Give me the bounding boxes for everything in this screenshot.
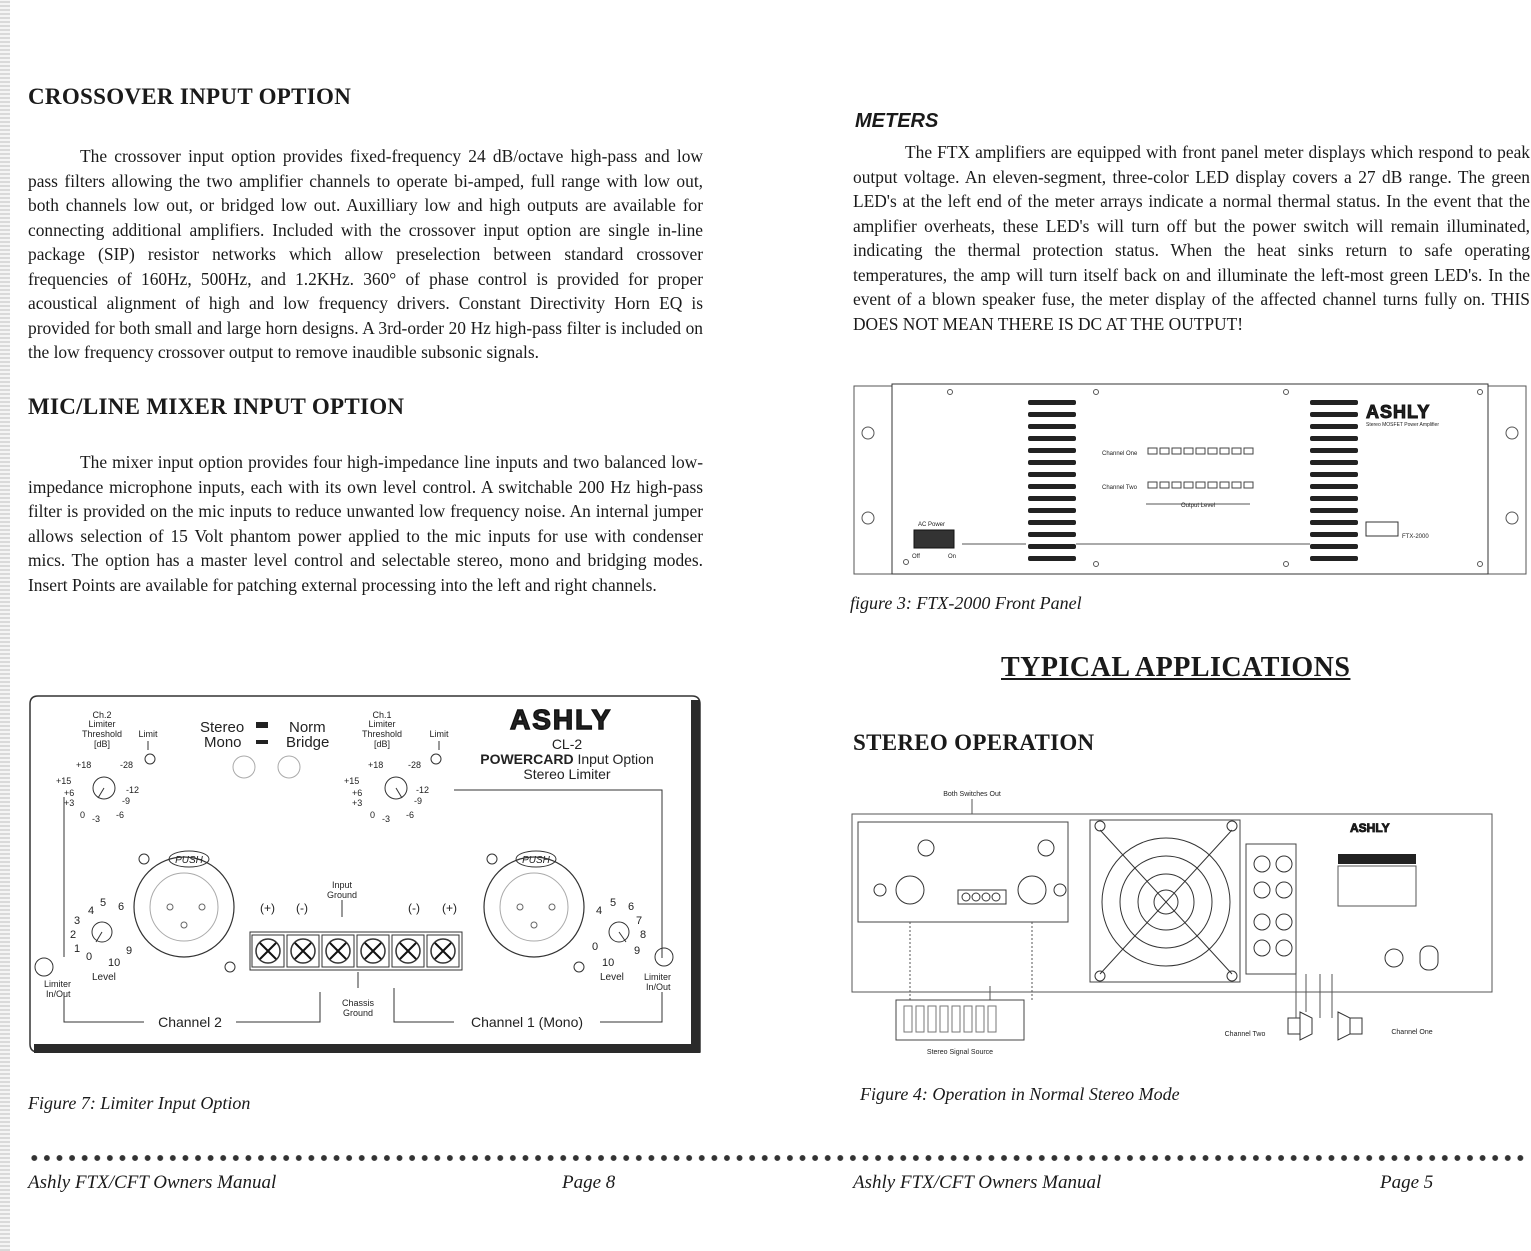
ch1-level-label: Level: [600, 972, 624, 983]
both-switches-out-label: Both Switches Out: [943, 791, 1001, 798]
ch1-level-tick: 7: [636, 915, 643, 927]
ch2-thr-tick: +18: [76, 760, 92, 770]
ch2-level-tick: 5: [100, 897, 107, 909]
ac-power-switch: [914, 530, 954, 548]
limiter-panel-diagram: [24, 692, 704, 1060]
ch2-push-label: PUSH: [175, 855, 203, 866]
ch2-level-tick: 3: [74, 915, 81, 927]
ac-power-label: AC Power: [918, 522, 946, 528]
ch1-thr-tick: +6: [352, 788, 363, 798]
ch1-push-label: PUSH: [522, 855, 550, 866]
ch1-level-tick: 5: [610, 897, 617, 909]
ch1-level-tick: 4: [596, 905, 603, 917]
crossover-body: The crossover input option provides fixed-frequency 24 dB/octave high-pass and low pass filters allowing the two amplifier channels to operate bi-amped, full range with low out, both channels low out, or bridged low out. Auxilliary low and high outputs are available for connecting additional amplifiers. Included with the crossover input option are single in-line package (SIP) resistor networks which allow preselection between standard crossover frequencies of 160Hz, 500Hz, and 1.2KHz. 360° of phase control is provided for proper acoustical alignment of high and low frequency drivers. Constant Directivity Horn EQ is provided for both small and large horn designs. A 3rd-order 20 Hz high-pass filter is included on the low frequency crossover output to remove inaudible subsonic signals.: [28, 146, 703, 362]
typical-applications-heading: TYPICAL APPLICATIONS: [1001, 652, 1351, 683]
ch1-thr-tick: +3: [352, 798, 363, 808]
ftx-model-label: FTX-2000: [1402, 534, 1429, 540]
ch1-level-tick: 10: [602, 957, 615, 969]
ch2-minus-label: (-): [296, 901, 308, 915]
figure3-caption: figure 3: FTX-2000 Front Panel: [850, 593, 1082, 613]
rear-ashly-logo: ASHLY: [1350, 821, 1390, 835]
ch2-thr-tick: -9: [122, 796, 131, 806]
ch2-thr-tick: -3: [92, 814, 101, 824]
speaker-channel-one: [1350, 1018, 1362, 1034]
ch1-thr-tick: +18: [368, 760, 384, 770]
channel2-label: Channel 2: [158, 1014, 222, 1030]
footer-dotted-rule: [28, 1153, 1528, 1163]
figure7-caption: Figure 7: Limiter Input Option: [28, 1093, 251, 1113]
cl2-model: CL-2: [551, 736, 583, 752]
ch2-level-tick: 0: [86, 951, 93, 963]
ch1-thr-tick: -6: [406, 810, 415, 820]
channel-one-speaker-label: Channel One: [1391, 1029, 1433, 1036]
meter-channel-two-label: Channel Two: [1102, 485, 1137, 491]
left-footer-title: Ashly FTX/CFT Owners Manual: [28, 1172, 277, 1193]
ch2-level-tick: 1: [74, 943, 81, 955]
ftx2000-front-panel: [850, 378, 1530, 578]
figure4-caption: Figure 4: Operation in Normal Stereo Mode: [860, 1084, 1180, 1104]
on-label: On: [948, 554, 957, 560]
ground-label: Ground: [326, 890, 358, 900]
ch1-limiter-label-bottom: Limiter: [644, 972, 672, 982]
ch1-title: Ch.1: [372, 710, 392, 720]
ashly-logo: ASHLY: [510, 704, 613, 735]
ch1-level-tick: 0: [592, 941, 599, 953]
ch2-db-label: [dB]: [93, 739, 111, 749]
meters-body: The FTX amplifiers are equipped with front panel meter displays which respond to peak output voltage. An eleven-segment, three-color LED display covers a 27 dB range. The green LED's at the left end of the meter arrays indicate a normal thermal status. In the event that the amplifier overheats, these LED's will turn off but the power switch will remain illuminated, indicating the thermal protection status. When the heat sinks return to safe operating temperatures, the amp will turn itself back on and illuminate the left-most green LED's. In the event of a blown speaker fuse, the meter display of the affected channel turns fully on. THIS DOES NOT MEAN THERE IS DC AT THE OUTPUT!: [853, 142, 1530, 334]
ch1-minus-label: (-): [408, 901, 420, 915]
ch2-title: Ch.2: [92, 710, 112, 720]
ch1-level-tick: 8: [640, 929, 647, 941]
stereo-switch-glyph: [256, 722, 268, 728]
bridge-label: Bridge: [286, 734, 330, 751]
panel-shadow-right: [691, 700, 700, 1052]
ch2-thr-tick: -28: [120, 760, 134, 770]
ch2-level-tick: 2: [70, 929, 77, 941]
ch1-level-tick: 9: [634, 945, 641, 957]
ch2-thr-tick: +3: [64, 798, 75, 808]
ch2-level-tick: 4: [88, 905, 95, 917]
channel-two-speaker-label: Channel Two: [1224, 1031, 1266, 1038]
ch1-threshold-label: Threshold: [361, 729, 403, 739]
ch1-limit-label: Limit: [429, 729, 449, 739]
ch2-limit-label: Limit: [138, 729, 158, 739]
speaker-channel-two: [1288, 1018, 1300, 1034]
chassis-label: Chassis: [341, 998, 375, 1008]
meters-heading: METERS: [855, 110, 939, 132]
ch2-inout-label: In/Out: [46, 989, 71, 999]
meter-channel-one-label: Channel One: [1102, 451, 1138, 457]
powercard-line: POWERCARD Input Option: [480, 751, 654, 767]
off-label: Off: [912, 554, 920, 560]
output-level-label: Output Level: [1180, 503, 1216, 509]
page-binding-edge: [0, 0, 10, 1251]
ground-label-2: Ground: [342, 1008, 374, 1018]
ch1-thr-tick: -9: [414, 796, 423, 806]
ch1-plus-label: (+): [442, 901, 457, 915]
caution-label: CAUTION: [1361, 857, 1393, 864]
stereo-label: Stereo: [200, 719, 245, 736]
ch2-thr-tick: -6: [116, 810, 125, 820]
mono-switch-glyph: [256, 740, 268, 744]
ch2-level-tick: 10: [108, 957, 121, 969]
ch2-threshold-label: Threshold: [81, 729, 123, 739]
input-label: Input: [331, 880, 353, 890]
ftx-ashly-logo: ASHLY: [1366, 402, 1431, 422]
norm-label: Norm: [289, 719, 326, 736]
stereo-limiter-subtitle: Stereo Limiter: [523, 766, 611, 782]
ch2-limiter-label-bottom: Limiter: [44, 979, 72, 989]
stereo-mode-wiring-diagram: [850, 786, 1530, 1066]
mono-label: Mono: [204, 734, 242, 751]
mixer-body: The mixer input option provides four high-impedance line inputs and two balanced low-impedance microphone inputs, each with its own level control. A switchable 200 Hz high-pass filter is provided on the mic inputs to reduce unwanted low frequency noise. An internal jumper allows selection of 15 Volt phantom power applied to the mic inputs for use with condenser mics. The option has a master level control and selectable stereo, mono and bridging modes. Insert Points are available for patching external processing into the left and right channels.: [28, 452, 703, 595]
crossover-heading: CROSSOVER INPUT OPTION: [28, 84, 352, 109]
ch1-db-label: [dB]: [373, 739, 391, 749]
ch2-plus-label: (+): [260, 901, 275, 915]
ch2-thr-tick: +6: [64, 788, 75, 798]
ch2-thr-tick: 0: [80, 810, 86, 820]
terminal-strip: [250, 932, 462, 970]
stereo-signal-source-label: Stereo Signal Source: [926, 1049, 994, 1056]
ch2-limiter-label: Limiter: [88, 719, 116, 729]
ch1-thr-tick: -28: [408, 760, 422, 770]
ch2-thr-tick: -12: [126, 785, 140, 795]
ftx-brand-sub: Stereo MOSFET Power Amplifier: [1366, 422, 1439, 428]
ch1-inout-label: In/Out: [646, 982, 671, 992]
ch1-thr-tick: -12: [416, 785, 430, 795]
ch1-thr-tick: -3: [382, 814, 391, 824]
panel-shadow-bottom: [34, 1044, 700, 1053]
input-card: [858, 822, 1068, 922]
ch2-level-label: Level: [92, 972, 116, 983]
ch2-thr-tick: +15: [56, 776, 72, 786]
channel1-label: Channel 1 (Mono): [470, 1014, 584, 1030]
mixer-heading: MIC/LINE MIXER INPUT OPTION: [28, 394, 405, 419]
ch1-level-tick: 6: [628, 901, 635, 913]
ch1-limiter-label: Limiter: [368, 719, 396, 729]
right-footer-page: Page 5: [1380, 1172, 1434, 1193]
ch2-level-tick: 6: [118, 901, 125, 913]
ch2-level-tick: 9: [126, 945, 133, 957]
stereo-operation-heading: STEREO OPERATION: [853, 730, 1095, 755]
ch1-thr-tick: 0: [370, 810, 376, 820]
right-footer-title: Ashly FTX/CFT Owners Manual: [853, 1172, 1102, 1193]
ch1-thr-tick: +15: [344, 776, 360, 786]
left-footer-page: Page 8: [562, 1172, 616, 1193]
